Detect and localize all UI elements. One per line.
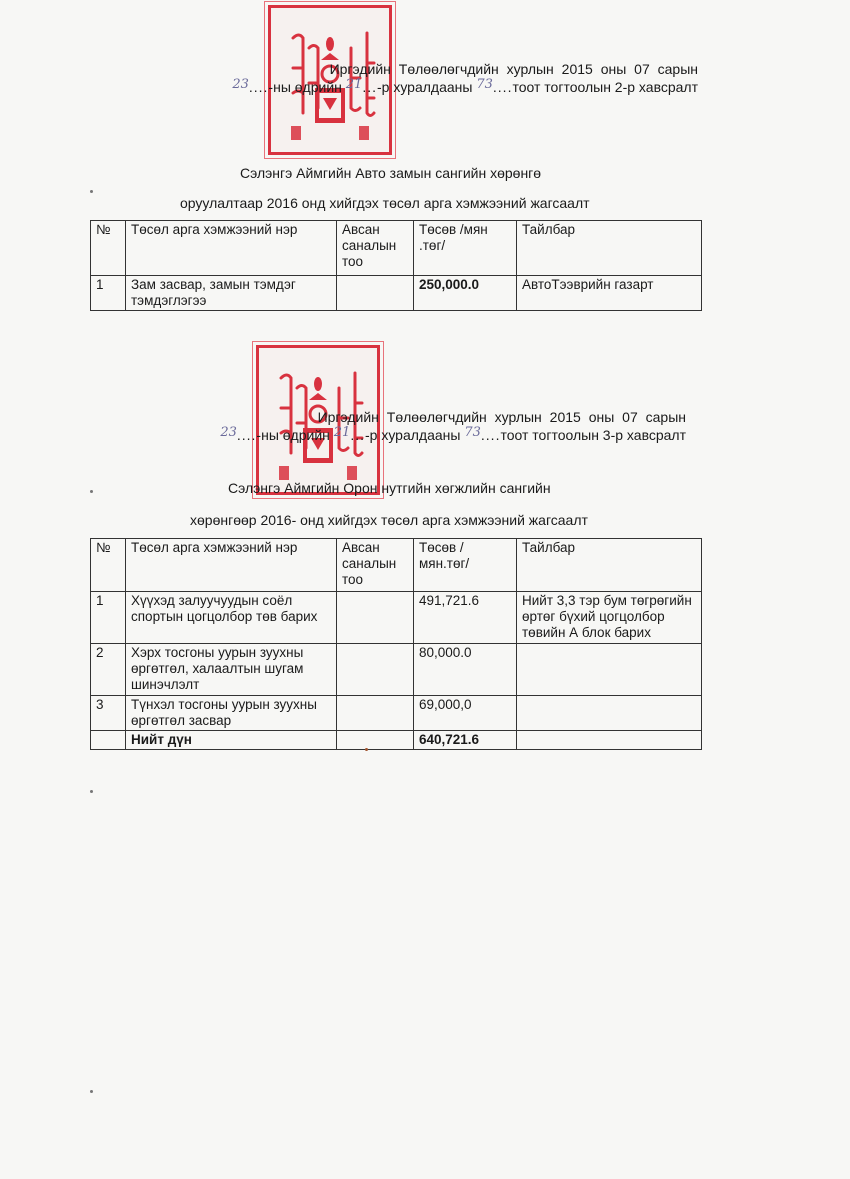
handwritten-day: 23 — [220, 425, 237, 440]
list-title-1-line-2: оруулалтаар 2016 онд хийгдэх төсөл арга хэмжээний жагсаалт — [180, 195, 590, 211]
handwritten-day: 23 — [232, 77, 249, 92]
handwritten-meeting: 21 — [345, 77, 363, 92]
cell-votes — [337, 731, 414, 750]
table-row — [91, 644, 702, 696]
cell-no — [91, 731, 126, 750]
scan-speck — [90, 1090, 93, 1093]
cell-name: Хэрх тосгоны уурын зуухны өргөтгөл, халаалтын шугам шинэчлэлт — [126, 644, 337, 696]
cell-note — [517, 644, 702, 696]
col-header-no: № — [91, 539, 126, 592]
list-title-2-line-2: хөрөнгөөр 2016- онд хийгдэх төсөл арга хэмжээний жагсаалт — [190, 512, 588, 528]
cell-no: 2 — [91, 644, 126, 696]
table-header-row — [91, 221, 702, 276]
cell-note — [517, 731, 702, 750]
scan-speck — [90, 490, 93, 493]
resolution-header-1 — [232, 60, 698, 98]
cell-name: Зам засвар, замын тэмдэг тэмдэглэгээ — [126, 276, 337, 311]
header-line-1: Иргэдийн Төлөөлөгчдийн хурлын 2015 оны 07 сарын — [317, 409, 686, 425]
cell-budget: 491,721.6 — [414, 592, 517, 644]
header-text: -ны өдрийн — [256, 427, 330, 443]
handwritten-number: 73 — [464, 425, 481, 440]
table-row — [91, 592, 702, 644]
col-header-note: Тайлбар — [517, 221, 702, 276]
cell-votes — [337, 696, 414, 731]
cell-note: Нийт 3,3 тэр бум төгрөгийн өртөг бүхий цогцолбор төвийн А блок барих — [517, 592, 702, 644]
list-title-1-line-1: Сэлэнгэ Аймгийн Авто замын сангийн хөрөнгө — [240, 165, 542, 181]
cell-name: Түнхэл тосгоны уурын зуухны өргөтгөл засвар — [126, 696, 337, 731]
header-line-1: Иргэдийн Төлөөлөгчдийн хурлын 2015 оны 07 сарын — [329, 61, 698, 77]
table-total-row — [91, 731, 702, 750]
table-row — [91, 276, 702, 311]
cell-name: Хүүхэд залуучуудын соёл спортын цогцолбор төв барих — [126, 592, 337, 644]
cell-votes — [337, 276, 414, 311]
total-budget: 640,721.6 — [414, 731, 517, 750]
handwritten-number: 73 — [476, 77, 493, 92]
scan-speck — [90, 790, 93, 793]
col-header-name: Төсөл арга хэмжээний нэр — [126, 539, 337, 592]
cell-budget: 80,000.0 — [414, 644, 517, 696]
resolution-header-2 — [220, 408, 686, 446]
handwritten-meeting: 21 — [333, 425, 351, 440]
scan-speck — [90, 190, 93, 193]
fill-dots: ... — [362, 79, 377, 95]
cell-note — [517, 696, 702, 731]
col-header-votes: Авсан саналын тоо — [337, 539, 414, 592]
fill-dots: .... — [492, 79, 513, 95]
col-header-votes: Авсан саналын тоо — [337, 221, 414, 276]
col-header-budget: Төсөв /мян .төг/ — [414, 221, 517, 276]
fill-dots: .... — [236, 427, 257, 443]
fill-dots: ... — [350, 427, 365, 443]
cell-budget: 250,000.0 — [414, 276, 517, 311]
list-title-2-line-1: Сэлэнгэ Аймгийн Орон нутгийн хөгжлийн сангийн — [228, 480, 551, 496]
cell-votes — [337, 592, 414, 644]
header-text: тоот тогтоолын 2-р хавсралт — [512, 79, 698, 95]
scan-speck — [365, 748, 368, 751]
cell-note: АвтоТээврийн газарт — [517, 276, 702, 311]
col-header-no: № — [91, 221, 126, 276]
cell-budget: 69,000,0 — [414, 696, 517, 731]
header-text: -ны өдрийн — [268, 79, 342, 95]
project-table-1 — [90, 220, 702, 311]
header-text: тоот тогтоолын 3-р хавсралт — [500, 427, 686, 443]
cell-no: 1 — [91, 592, 126, 644]
cell-votes — [337, 644, 414, 696]
fill-dots: .... — [480, 427, 501, 443]
cell-no: 1 — [91, 276, 126, 311]
table-row — [91, 696, 702, 731]
col-header-budget: Төсөв /мян.төг/ — [414, 539, 517, 592]
fill-dots: .... — [248, 79, 269, 95]
header-line-2 — [232, 78, 698, 98]
cell-no: 3 — [91, 696, 126, 731]
table-header-row — [91, 539, 702, 592]
header-text: -р хуралдааны — [365, 427, 461, 443]
project-table-2 — [90, 538, 702, 750]
header-text: -р хуралдааны — [377, 79, 473, 95]
col-header-note: Тайлбар — [517, 539, 702, 592]
col-header-name: Төсөл арга хэмжээний нэр — [126, 221, 337, 276]
total-label: Нийт дүн — [126, 731, 337, 750]
header-line-2 — [220, 426, 686, 446]
